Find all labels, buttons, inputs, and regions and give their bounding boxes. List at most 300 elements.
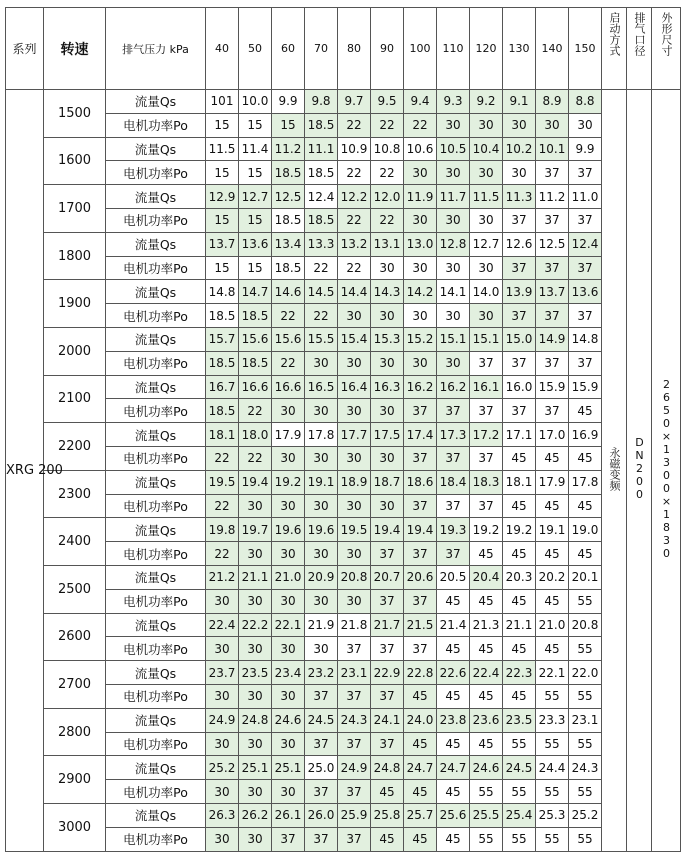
- flow-value-cell: 12.5: [536, 232, 569, 256]
- flow-label: 流量Qs: [106, 518, 206, 542]
- power-value-cell: 55: [503, 780, 536, 804]
- power-value-cell: 30: [272, 542, 305, 566]
- power-value-cell: 30: [272, 589, 305, 613]
- flow-value-cell: 17.3: [437, 423, 470, 447]
- power-value-cell: 45: [470, 542, 503, 566]
- flow-value-cell: 12.7: [239, 185, 272, 209]
- power-value-cell: 37: [569, 256, 602, 280]
- table-row: [6, 470, 681, 494]
- flow-value-cell: 15.6: [272, 327, 305, 351]
- power-value-cell: 37: [338, 732, 371, 756]
- speed-cell: 2800: [44, 708, 106, 756]
- flow-value-cell: 12.2: [338, 185, 371, 209]
- power-value-cell: 30: [404, 256, 437, 280]
- power-value-cell: 45: [404, 780, 437, 804]
- dimensions-header: [652, 8, 681, 90]
- power-value-cell: 30: [239, 732, 272, 756]
- power-value-cell: 30: [437, 351, 470, 375]
- power-value-cell: 22: [371, 161, 404, 185]
- flow-value-cell: 13.3: [305, 232, 338, 256]
- flow-value-cell: 16.0: [503, 375, 536, 399]
- power-value-cell: 30: [437, 161, 470, 185]
- table-row: [6, 137, 681, 161]
- flow-value-cell: 24.8: [239, 708, 272, 732]
- power-value-cell: 45: [437, 637, 470, 661]
- power-value-cell: 37: [470, 399, 503, 423]
- table-row: [6, 232, 681, 256]
- power-value-cell: 30: [371, 304, 404, 328]
- power-value-cell: 37: [305, 780, 338, 804]
- flow-value-cell: 13.9: [503, 280, 536, 304]
- power-value-cell: 30: [338, 542, 371, 566]
- power-value-cell: 55: [536, 732, 569, 756]
- flow-value-cell: 19.6: [305, 518, 338, 542]
- table-row: [6, 589, 681, 613]
- power-value-cell: 18.5: [272, 208, 305, 232]
- flow-value-cell: 15.9: [569, 375, 602, 399]
- power-value-cell: 37: [404, 446, 437, 470]
- power-value-cell: 37: [536, 399, 569, 423]
- flow-value-cell: 24.3: [569, 756, 602, 780]
- power-value-cell: 55: [569, 684, 602, 708]
- power-value-cell: 37: [272, 827, 305, 851]
- flow-value-cell: 10.2: [503, 137, 536, 161]
- flow-value-cell: 14.0: [470, 280, 503, 304]
- flow-value-cell: 19.7: [239, 518, 272, 542]
- flow-value-cell: 24.6: [272, 708, 305, 732]
- flow-value-cell: 16.2: [437, 375, 470, 399]
- power-value-cell: 45: [536, 637, 569, 661]
- power-value-cell: 37: [305, 827, 338, 851]
- flow-value-cell: 20.6: [404, 565, 437, 589]
- power-value-cell: 22: [305, 304, 338, 328]
- power-value-cell: 15: [206, 113, 239, 137]
- speed-cell: 1900: [44, 280, 106, 328]
- power-value-cell: 30: [338, 446, 371, 470]
- flow-value-cell: 16.9: [569, 423, 602, 447]
- flow-value-cell: 14.7: [239, 280, 272, 304]
- power-value-cell: 45: [569, 446, 602, 470]
- flow-value-cell: 16.1: [470, 375, 503, 399]
- power-label: 电机功率Po: [106, 637, 206, 661]
- table-row: [6, 756, 681, 780]
- flow-value-cell: 25.9: [338, 803, 371, 827]
- flow-value-cell: 9.2: [470, 90, 503, 114]
- table-row: [6, 375, 681, 399]
- table-row: [6, 708, 681, 732]
- power-value-cell: 37: [371, 684, 404, 708]
- flow-value-cell: 14.9: [536, 327, 569, 351]
- flow-value-cell: 14.5: [305, 280, 338, 304]
- flow-value-cell: 21.1: [503, 613, 536, 637]
- table-row: [6, 208, 681, 232]
- flow-value-cell: 19.2: [470, 518, 503, 542]
- flow-value-cell: 13.7: [536, 280, 569, 304]
- flow-value-cell: 25.6: [437, 803, 470, 827]
- power-value-cell: 15: [239, 256, 272, 280]
- flow-value-cell: 13.6: [239, 232, 272, 256]
- flow-value-cell: 25.5: [470, 803, 503, 827]
- table-row: [6, 732, 681, 756]
- speed-cell: 1700: [44, 185, 106, 233]
- power-value-cell: 55: [569, 827, 602, 851]
- flow-value-cell: 25.2: [569, 803, 602, 827]
- power-value-cell: 37: [503, 351, 536, 375]
- power-label: 电机功率Po: [106, 732, 206, 756]
- power-value-cell: 22: [206, 542, 239, 566]
- flow-value-cell: 25.1: [239, 756, 272, 780]
- table-row: [6, 565, 681, 589]
- power-label: 电机功率Po: [106, 542, 206, 566]
- power-value-cell: 30: [371, 351, 404, 375]
- power-value-cell: 37: [305, 732, 338, 756]
- power-value-cell: 45: [437, 589, 470, 613]
- speed-cell: 2200: [44, 423, 106, 471]
- power-value-cell: 37: [371, 542, 404, 566]
- speed-cell: 2900: [44, 756, 106, 804]
- pressure-col-header: 40: [206, 8, 239, 90]
- power-value-cell: 55: [536, 827, 569, 851]
- table-row: [6, 661, 681, 685]
- table-row: [6, 827, 681, 851]
- flow-value-cell: 14.1: [437, 280, 470, 304]
- power-value-cell: 55: [503, 827, 536, 851]
- flow-value-cell: 16.3: [371, 375, 404, 399]
- flow-value-cell: 8.8: [569, 90, 602, 114]
- flow-value-cell: 24.9: [206, 708, 239, 732]
- power-value-cell: 37: [338, 780, 371, 804]
- pressure-header: 排气压力 kPa: [106, 8, 206, 90]
- flow-value-cell: 9.5: [371, 90, 404, 114]
- power-value-cell: 37: [536, 304, 569, 328]
- outlet-header: [627, 8, 652, 90]
- power-value-cell: 30: [206, 827, 239, 851]
- flow-value-cell: 18.7: [371, 470, 404, 494]
- flow-value-cell: 10.9: [338, 137, 371, 161]
- pressure-col-header: 110: [437, 8, 470, 90]
- power-value-cell: 15: [206, 256, 239, 280]
- flow-label: 流量Qs: [106, 756, 206, 780]
- flow-value-cell: 15.6: [239, 327, 272, 351]
- flow-value-cell: 10.6: [404, 137, 437, 161]
- flow-value-cell: 23.3: [536, 708, 569, 732]
- power-label: 电机功率Po: [106, 208, 206, 232]
- flow-value-cell: 19.4: [239, 470, 272, 494]
- flow-value-cell: 12.9: [206, 185, 239, 209]
- power-value-cell: 37: [569, 304, 602, 328]
- flow-value-cell: 19.8: [206, 518, 239, 542]
- power-label: 电机功率Po: [106, 399, 206, 423]
- power-value-cell: 45: [404, 827, 437, 851]
- flow-value-cell: 25.0: [305, 756, 338, 780]
- flow-value-cell: 24.4: [536, 756, 569, 780]
- power-value-cell: 30: [272, 399, 305, 423]
- flow-value-cell: 9.7: [338, 90, 371, 114]
- flow-value-cell: 19.1: [536, 518, 569, 542]
- power-value-cell: 30: [338, 589, 371, 613]
- power-value-cell: 55: [569, 637, 602, 661]
- flow-value-cell: 22.8: [404, 661, 437, 685]
- flow-value-cell: 11.7: [437, 185, 470, 209]
- power-value-cell: 30: [404, 208, 437, 232]
- power-value-cell: 37: [338, 827, 371, 851]
- power-label: 电机功率Po: [106, 304, 206, 328]
- power-value-cell: 22: [371, 208, 404, 232]
- flow-value-cell: 23.1: [338, 661, 371, 685]
- power-value-cell: 45: [503, 589, 536, 613]
- table-row: [6, 780, 681, 804]
- flow-value-cell: 21.2: [206, 565, 239, 589]
- series-header: 系列: [6, 8, 44, 90]
- power-value-cell: 18.5: [305, 113, 338, 137]
- flow-value-cell: 13.7: [206, 232, 239, 256]
- flow-value-cell: 23.5: [239, 661, 272, 685]
- speed-cell: 2600: [44, 613, 106, 661]
- power-value-cell: 37: [404, 542, 437, 566]
- start-method-header-text: 启动方式: [608, 12, 621, 56]
- flow-value-cell: 15.3: [371, 327, 404, 351]
- power-value-cell: 15: [239, 113, 272, 137]
- power-value-cell: 22: [371, 113, 404, 137]
- power-value-cell: 37: [404, 637, 437, 661]
- flow-value-cell: 24.8: [371, 756, 404, 780]
- power-value-cell: 37: [503, 304, 536, 328]
- flow-value-cell: 21.1: [239, 565, 272, 589]
- flow-value-cell: 18.0: [239, 423, 272, 447]
- flow-value-cell: 11.0: [569, 185, 602, 209]
- flow-value-cell: 18.1: [503, 470, 536, 494]
- power-value-cell: 37: [371, 589, 404, 613]
- table-row: [6, 113, 681, 137]
- power-value-cell: 30: [239, 827, 272, 851]
- flow-value-cell: 10.5: [437, 137, 470, 161]
- power-value-cell: 30: [305, 351, 338, 375]
- table-row: [6, 613, 681, 637]
- flow-value-cell: 24.7: [437, 756, 470, 780]
- power-value-cell: 45: [503, 542, 536, 566]
- power-value-cell: 37: [437, 542, 470, 566]
- pressure-col-header: 80: [338, 8, 371, 90]
- flow-value-cell: 16.7: [206, 375, 239, 399]
- power-value-cell: 37: [437, 446, 470, 470]
- power-value-cell: 45: [536, 589, 569, 613]
- power-value-cell: 30: [470, 161, 503, 185]
- flow-value-cell: 17.9: [272, 423, 305, 447]
- pressure-col-header: 60: [272, 8, 305, 90]
- power-value-cell: 22: [239, 399, 272, 423]
- flow-value-cell: 19.1: [305, 470, 338, 494]
- flow-value-cell: 22.4: [470, 661, 503, 685]
- power-value-cell: 55: [569, 589, 602, 613]
- power-value-cell: 37: [569, 161, 602, 185]
- power-value-cell: 30: [305, 494, 338, 518]
- power-value-cell: 37: [470, 446, 503, 470]
- flow-value-cell: 9.4: [404, 90, 437, 114]
- power-value-cell: 45: [437, 732, 470, 756]
- series-cell: XRG 200: [6, 90, 44, 852]
- flow-value-cell: 21.5: [404, 613, 437, 637]
- flow-value-cell: 16.6: [239, 375, 272, 399]
- flow-value-cell: 10.1: [536, 137, 569, 161]
- flow-value-cell: 19.6: [272, 518, 305, 542]
- flow-value-cell: 22.1: [536, 661, 569, 685]
- flow-value-cell: 26.1: [272, 803, 305, 827]
- flow-value-cell: 19.2: [503, 518, 536, 542]
- speed-cell: 2700: [44, 661, 106, 709]
- power-value-cell: 30: [338, 494, 371, 518]
- flow-value-cell: 17.1: [503, 423, 536, 447]
- flow-value-cell: 23.4: [272, 661, 305, 685]
- flow-value-cell: 8.9: [536, 90, 569, 114]
- power-value-cell: 30: [569, 113, 602, 137]
- flow-value-cell: 20.8: [338, 565, 371, 589]
- flow-value-cell: 25.7: [404, 803, 437, 827]
- flow-value-cell: 25.1: [272, 756, 305, 780]
- power-value-cell: 15: [272, 113, 305, 137]
- flow-value-cell: 12.8: [437, 232, 470, 256]
- power-value-cell: 30: [272, 732, 305, 756]
- power-value-cell: 30: [239, 494, 272, 518]
- speed-cell: 1600: [44, 137, 106, 185]
- power-value-cell: 30: [239, 542, 272, 566]
- flow-value-cell: 15.2: [404, 327, 437, 351]
- flow-value-cell: 20.2: [536, 565, 569, 589]
- power-value-cell: 22: [338, 113, 371, 137]
- flow-value-cell: 18.6: [404, 470, 437, 494]
- flow-value-cell: 17.4: [404, 423, 437, 447]
- flow-value-cell: 101: [206, 90, 239, 114]
- flow-value-cell: 10.0: [239, 90, 272, 114]
- power-value-cell: 30: [272, 637, 305, 661]
- speed-cell: 3000: [44, 803, 106, 851]
- flow-value-cell: 19.0: [569, 518, 602, 542]
- power-value-cell: 30: [404, 304, 437, 328]
- power-value-cell: 30: [470, 256, 503, 280]
- power-value-cell: 30: [371, 494, 404, 518]
- table-body: [6, 90, 681, 852]
- pressure-col-header: 130: [503, 8, 536, 90]
- flow-value-cell: 21.7: [371, 613, 404, 637]
- flow-value-cell: 17.5: [371, 423, 404, 447]
- flow-value-cell: 20.8: [569, 613, 602, 637]
- start-method-cell-text: 永磁变频: [608, 446, 621, 491]
- flow-value-cell: 25.3: [536, 803, 569, 827]
- power-value-cell: 22: [206, 494, 239, 518]
- power-value-cell: 45: [470, 637, 503, 661]
- power-value-cell: 37: [470, 351, 503, 375]
- flow-label: 流量Qs: [106, 137, 206, 161]
- table-row: [6, 351, 681, 375]
- table-row: [6, 161, 681, 185]
- flow-value-cell: 24.6: [470, 756, 503, 780]
- flow-label: 流量Qs: [106, 327, 206, 351]
- power-value-cell: 45: [536, 494, 569, 518]
- flow-value-cell: 23.7: [206, 661, 239, 685]
- power-value-cell: 30: [272, 780, 305, 804]
- power-value-cell: 30: [305, 542, 338, 566]
- flow-label: 流量Qs: [106, 90, 206, 114]
- flow-value-cell: 14.6: [272, 280, 305, 304]
- power-value-cell: 30: [206, 732, 239, 756]
- flow-value-cell: 25.2: [206, 756, 239, 780]
- table-row: [6, 280, 681, 304]
- power-value-cell: 45: [503, 637, 536, 661]
- power-value-cell: 18.5: [305, 208, 338, 232]
- power-value-cell: 30: [470, 113, 503, 137]
- flow-value-cell: 21.9: [305, 613, 338, 637]
- power-value-cell: 37: [404, 589, 437, 613]
- power-value-cell: 45: [404, 732, 437, 756]
- power-label: 电机功率Po: [106, 351, 206, 375]
- flow-value-cell: 12.5: [272, 185, 305, 209]
- flow-value-cell: 13.0: [404, 232, 437, 256]
- flow-value-cell: 13.4: [272, 232, 305, 256]
- power-value-cell: 45: [503, 446, 536, 470]
- dimensions-cell: [652, 90, 681, 852]
- dimensions-cell-text: 2650×1300×1830: [660, 377, 673, 560]
- power-value-cell: 18.5: [239, 351, 272, 375]
- power-value-cell: 15: [239, 208, 272, 232]
- speed-cell: 1800: [44, 232, 106, 280]
- flow-value-cell: 13.2: [338, 232, 371, 256]
- power-value-cell: 30: [503, 161, 536, 185]
- power-value-cell: 45: [404, 684, 437, 708]
- flow-value-cell: 21.3: [470, 613, 503, 637]
- flow-label: 流量Qs: [106, 565, 206, 589]
- flow-value-cell: 23.8: [437, 708, 470, 732]
- power-label: 电机功率Po: [106, 446, 206, 470]
- power-value-cell: 45: [371, 827, 404, 851]
- flow-value-cell: 22.1: [272, 613, 305, 637]
- flow-value-cell: 17.2: [470, 423, 503, 447]
- table-row: [6, 637, 681, 661]
- power-value-cell: 45: [503, 494, 536, 518]
- flow-value-cell: 19.3: [437, 518, 470, 542]
- pressure-col-header: 140: [536, 8, 569, 90]
- flow-value-cell: 14.8: [569, 327, 602, 351]
- power-value-cell: 37: [536, 161, 569, 185]
- power-value-cell: 30: [305, 637, 338, 661]
- flow-value-cell: 19.2: [272, 470, 305, 494]
- outlet-header-text: 排气口径: [633, 12, 646, 56]
- power-value-cell: 22: [272, 304, 305, 328]
- power-value-cell: 45: [371, 780, 404, 804]
- power-value-cell: 37: [503, 399, 536, 423]
- pressure-col-header: 150: [569, 8, 602, 90]
- flow-value-cell: 15.7: [206, 327, 239, 351]
- flow-value-cell: 9.8: [305, 90, 338, 114]
- power-label: 电机功率Po: [106, 256, 206, 280]
- power-value-cell: 37: [503, 208, 536, 232]
- flow-label: 流量Qs: [106, 803, 206, 827]
- flow-value-cell: 21.8: [338, 613, 371, 637]
- speed-cell: 2400: [44, 518, 106, 566]
- table-row: [6, 684, 681, 708]
- flow-value-cell: 19.5: [338, 518, 371, 542]
- flow-value-cell: 24.0: [404, 708, 437, 732]
- power-value-cell: 37: [503, 256, 536, 280]
- power-value-cell: 30: [338, 304, 371, 328]
- start-method-cell: [602, 90, 627, 852]
- flow-value-cell: 22.6: [437, 661, 470, 685]
- power-value-cell: 30: [536, 113, 569, 137]
- power-value-cell: 18.5: [206, 304, 239, 328]
- flow-value-cell: 14.8: [206, 280, 239, 304]
- power-value-cell: 22: [305, 256, 338, 280]
- power-value-cell: 45: [470, 684, 503, 708]
- power-value-cell: 45: [437, 827, 470, 851]
- speed-cell: 2300: [44, 470, 106, 518]
